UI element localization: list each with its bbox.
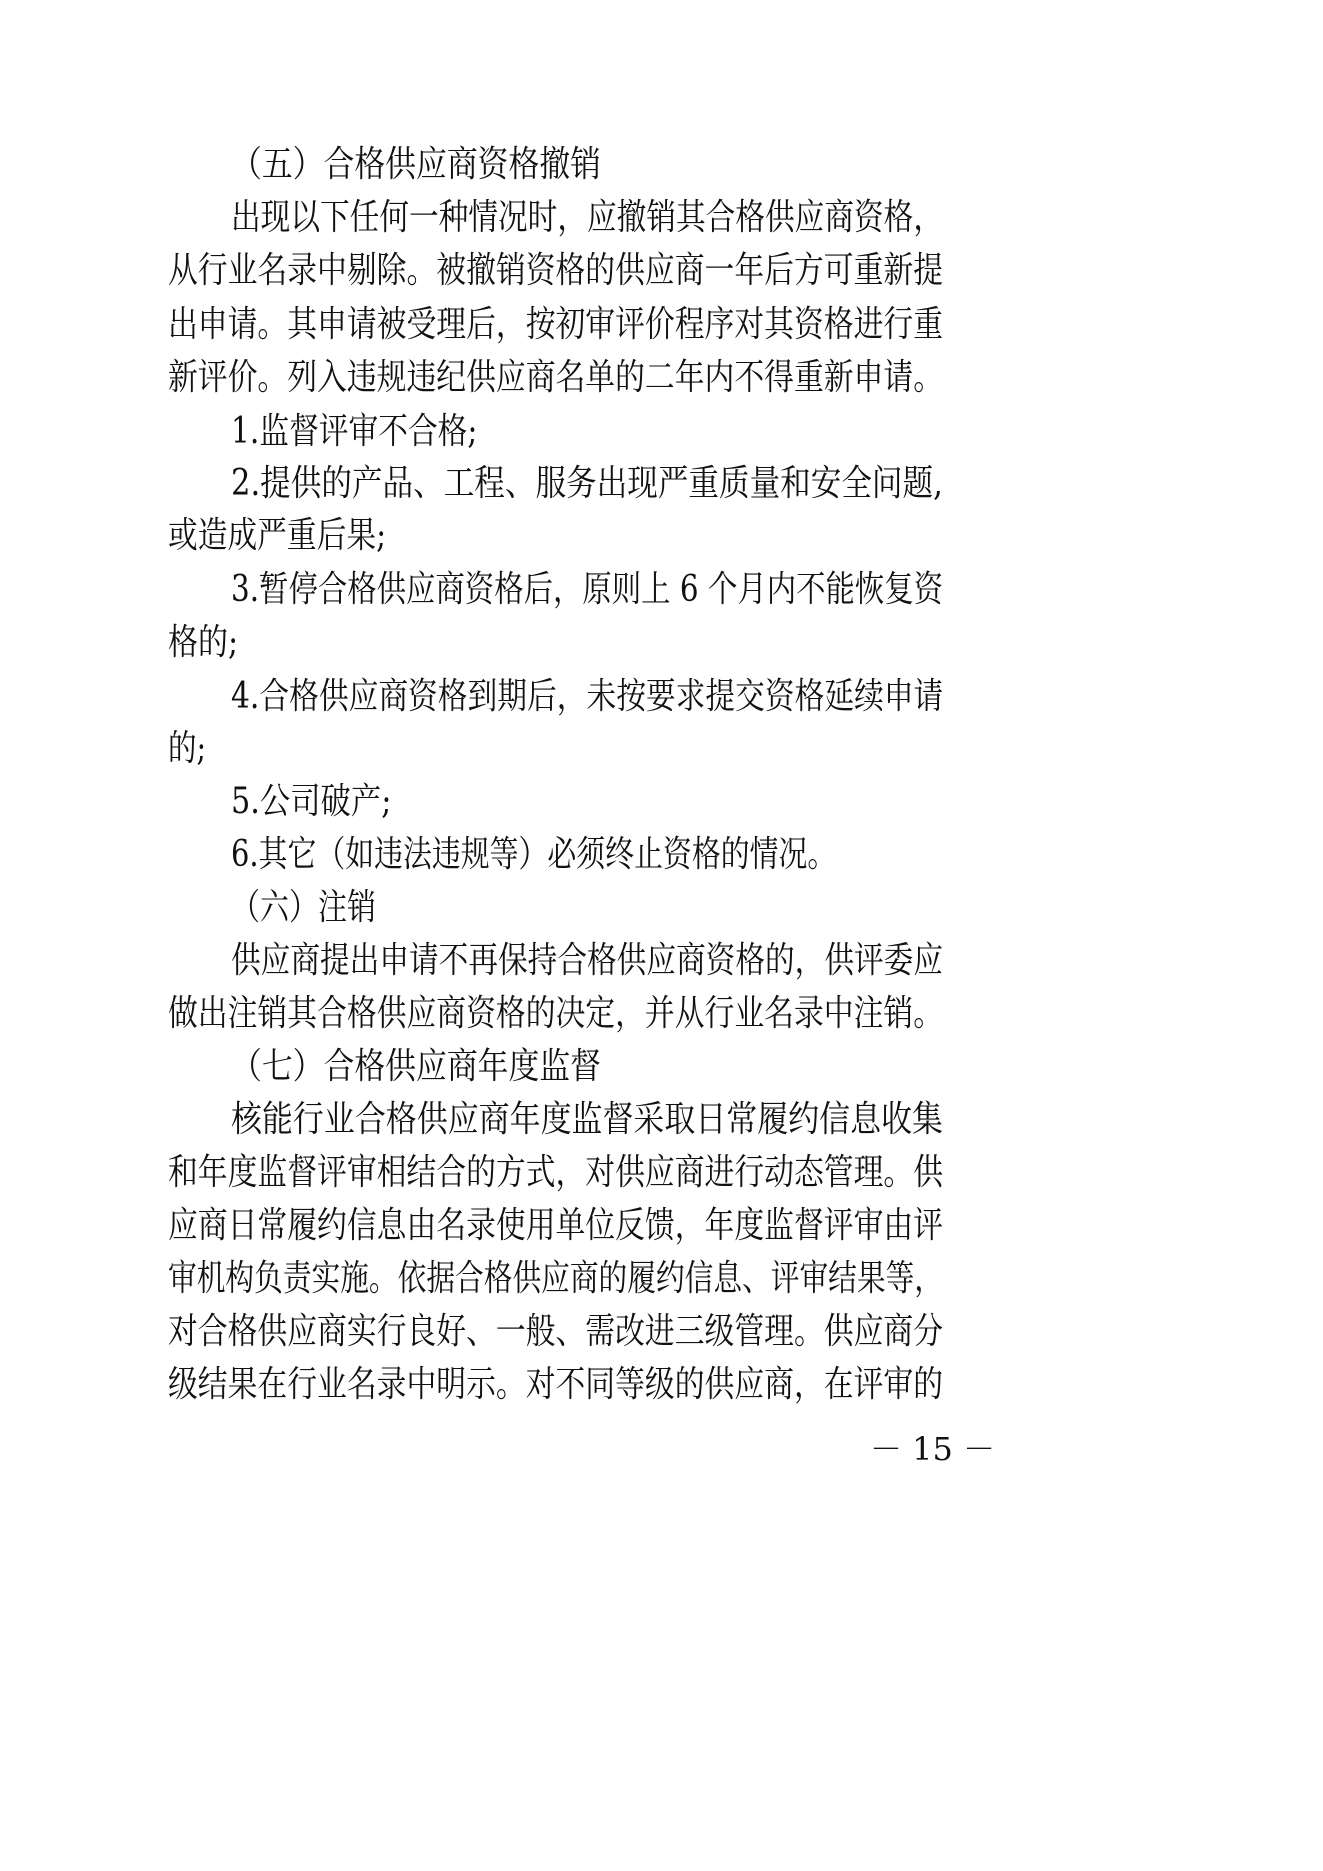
list-item-4-continued: 的;: [168, 728, 207, 769]
paragraph-line: 和年度监督评审相结合的方式，对供应商进行动态管理。供: [168, 1152, 944, 1193]
paragraph-line: 出申请。其申请被受理后，按初审评价程序对其资格进行重: [168, 304, 944, 345]
list-item-1: 1.监督评审不合格;: [231, 411, 478, 452]
paragraph-line: 对合格供应商实行良好、一般、需改进三级管理。供应商分: [168, 1311, 944, 1352]
paragraph-line: 出现以下任何一种情况时，应撤销其合格供应商资格，: [231, 197, 944, 238]
heading-seven: （七）合格供应商年度监督: [231, 1046, 602, 1087]
list-item-4: 4.合格供应商资格到期后，未按要求提交资格延续申请: [231, 676, 944, 717]
paragraph-line: 供应商提出申请不再保持合格供应商资格的，供评委应: [231, 940, 944, 981]
page-number: － 15 －: [870, 1430, 996, 1468]
heading-six: （六）注销: [231, 887, 377, 928]
list-item-2: 2.提供的产品、工程、服务出现严重质量和安全问题,: [231, 463, 943, 504]
list-item-3: 3.暂停合格供应商资格后，原则上 6 个月内不能恢复资: [231, 569, 944, 610]
paragraph-line: 新评价。列入违规违纪供应商名单的二年内不得重新申请。: [168, 357, 944, 398]
list-item-2-continued: 或造成严重后果;: [168, 515, 387, 556]
paragraph-line: 从行业名录中剔除。被撤销资格的供应商一年后方可重新提: [168, 250, 944, 291]
paragraph-line: 核能行业合格供应商年度监督采取日常履约信息收集: [231, 1099, 944, 1140]
paragraph-line: 应商日常履约信息由名录使用单位反馈，年度监督评审由评: [168, 1205, 944, 1246]
heading-five: （五）合格供应商资格撤销: [231, 144, 602, 185]
paragraph-line: 审机构负责实施。依据合格供应商的履约信息、评审结果等，: [168, 1258, 944, 1299]
list-item-3-continued: 格的;: [168, 622, 239, 663]
list-item-5: 5.公司破产;: [231, 781, 392, 822]
paragraph-line: 做出注销其合格供应商资格的决定，并从行业名录中注销。: [168, 993, 944, 1034]
list-item-6: 6.其它（如违法违规等）必须终止资格的情况。: [231, 834, 837, 875]
paragraph-line: 级结果在行业名录中明示。对不同等级的供应商，在评审的: [168, 1364, 944, 1405]
